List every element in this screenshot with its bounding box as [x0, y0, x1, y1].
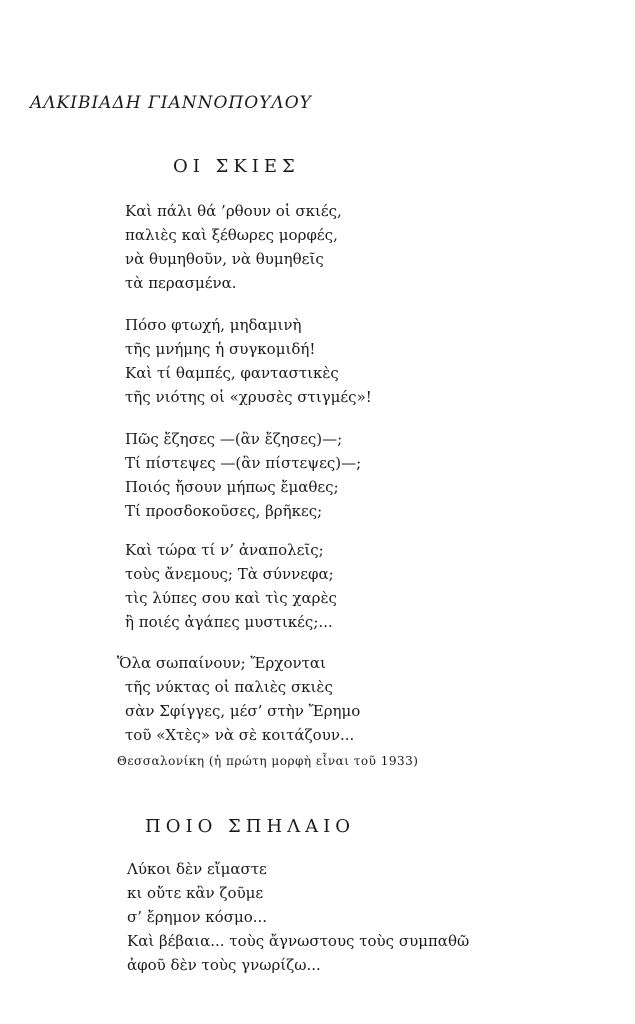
poem1-dateline: Θεσσαλονίκη (ἡ πρώτη μορφὴ εἶναι τοῦ 1933) — [117, 754, 419, 768]
verse-line: τῆς μνήμης ἡ συγκομιδή! — [125, 340, 316, 358]
verse-line: Καὶ τί θαμπές, φανταστικὲς — [125, 364, 339, 382]
author-name: ΑΛΚΙΒΙΑΔΗ ΓΙΑΝΝΟΠΟΥΛΟΥ — [30, 93, 312, 113]
poem1-stanza-5 — [117, 651, 360, 747]
verse-line: τὶς λύπες σου καὶ τὶς χαρὲς — [125, 589, 337, 607]
verse-line: Καὶ πάλι θά ’ρθουν οἱ σκιές, — [125, 202, 342, 220]
verse-line: Λύκοι δὲν εἴμαστε — [127, 860, 267, 878]
verse-line: Ποιός ἤσουν μήπως ἔμαθες; — [125, 478, 339, 496]
verse-line: Τί προσδοκοῦσες, βρῆκες; — [125, 502, 323, 520]
verse-line: Τί πίστεψες —(ἂν πίστεψες)—; — [125, 454, 362, 472]
verse-line: τῆς νιότης οἱ «χρυσὲς στιγμές»! — [125, 388, 372, 406]
verse-line: τῆς νύκτας οἱ παλιὲς σκιὲς — [125, 678, 333, 696]
poem1-stanza-1 — [125, 199, 342, 295]
verse-line: Πῶς ἔζησες —(ἂν ἔζησες)—; — [125, 430, 343, 448]
verse-line: Ὅλα σωπαίνουν; Ἔρχονται — [117, 654, 326, 672]
poem-title-poio-spilaio: ΠΟΙΟ ΣΠΗΛΑΙΟ — [145, 816, 356, 837]
poem2-stanza-1 — [127, 857, 469, 977]
verse-line: τοὺς ἄνεμους; Τὰ σύννεφα; — [125, 565, 334, 583]
poem1-stanza-3 — [125, 427, 361, 523]
verse-line: νὰ θυμηθοῦν, νὰ θυμηθεῖς — [125, 250, 324, 268]
verse-line: Καὶ βέβαια... τοὺς ἄγνωστους τοὺς συμπαθῶ — [127, 932, 470, 950]
verse-line: ἀφοῦ δὲν τοὺς γνωρίζω... — [127, 956, 321, 974]
poem1-stanza-4 — [125, 538, 337, 634]
verse-line: Καὶ τώρα τί ν’ ἀναπολεῖς; — [125, 541, 324, 559]
verse-line: σ’ ἔρημον κόσμο... — [127, 908, 268, 926]
verse-line: ἢ ποιές ἀγάπες μυστικές;... — [125, 613, 333, 631]
verse-line: παλιὲς καὶ ξέθωρες μορφές, — [125, 226, 338, 244]
poem1-stanza-2 — [125, 313, 372, 409]
verse-line: τοῦ «Χτὲς» νὰ σὲ κοιτάζουν... — [125, 726, 355, 744]
verse-line: κι οὔτε κἂν ζοῦμε — [127, 884, 264, 902]
verse-line: τὰ περασμένα. — [125, 274, 237, 292]
poem-title-oi-skies: ΟΙ ΣΚΙΕΣ — [173, 156, 300, 177]
verse-line: σὰν Σφίγγες, μέσ’ στὴν Ἔρημο — [125, 702, 361, 720]
verse-line: Πόσο φτωχή, μηδαμινὴ — [125, 316, 302, 334]
